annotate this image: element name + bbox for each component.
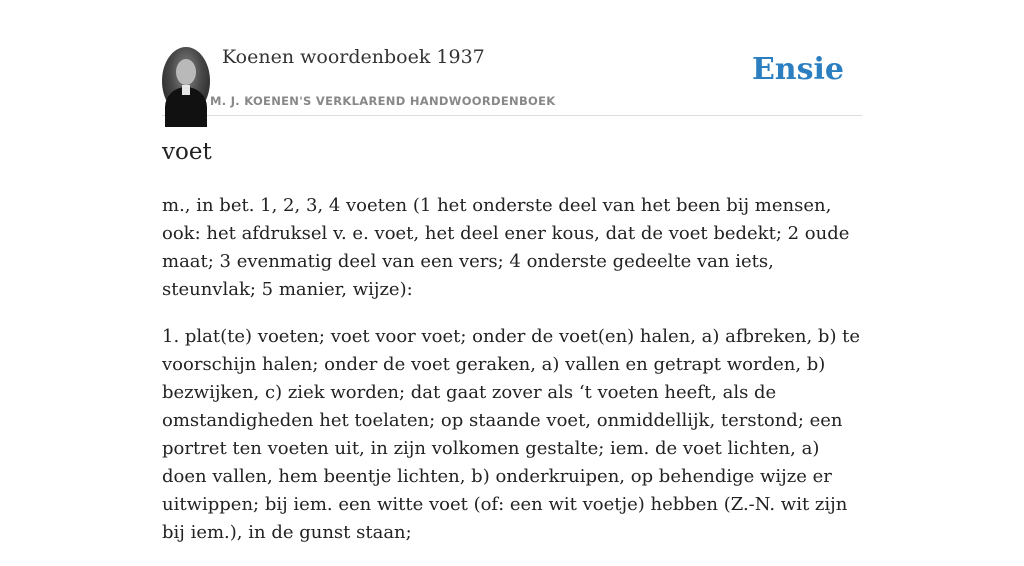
ensie-logo-link[interactable]: Ensie: [751, 52, 844, 87]
book-title[interactable]: Koenen woordenboek 1937: [222, 46, 485, 68]
portrait-face: [176, 59, 196, 85]
entry-headword: voet: [162, 139, 212, 165]
author-portrait-icon[interactable]: [162, 47, 210, 115]
dictionary-header: [162, 46, 862, 116]
definition-paragraph: m., in bet. 1, 2, 3, 4 voeten (1 het onderste deel van het been bij mensen, ook: het afdruksel v. e. voet, het deel ener kous, dat de voet bedekt; 2 oude maat; 3 evenmatig deel van een vers; 4 onderste gedeelte van iets, steunvlak; 5 manier, wijze):: [162, 195, 850, 300]
book-subtitle: M. J. KOENEN'S VERKLAREND HANDWOORDENBOEK: [210, 94, 556, 108]
definition-paragraph: 1. plat(te) voeten; voet voor voet; onder de voet(en) halen, a) afbreken, b) te voorschijn halen; onder de voet geraken, a) vallen en getrapt worden, b) bezwijken, c) ziek worden; dat gaat zover als ‘t voeten heeft, als de omstandigheden het toelaten; op staande voet, onmiddellijk, terstond; een portret ten voeten uit, in zijn volkomen gestalte; iem. de voet lichten, a) doen vallen, hem beentje lichten, b) onderkruipen, op behendige wijze er uitwippen; bij iem. een witte voet (of: een wit voetje) hebben (Z.-N. wit zijn bij iem.), in de gunst staan;: [162, 326, 861, 543]
entry-definition: [162, 192, 862, 566]
portrait-collar: [182, 85, 190, 95]
